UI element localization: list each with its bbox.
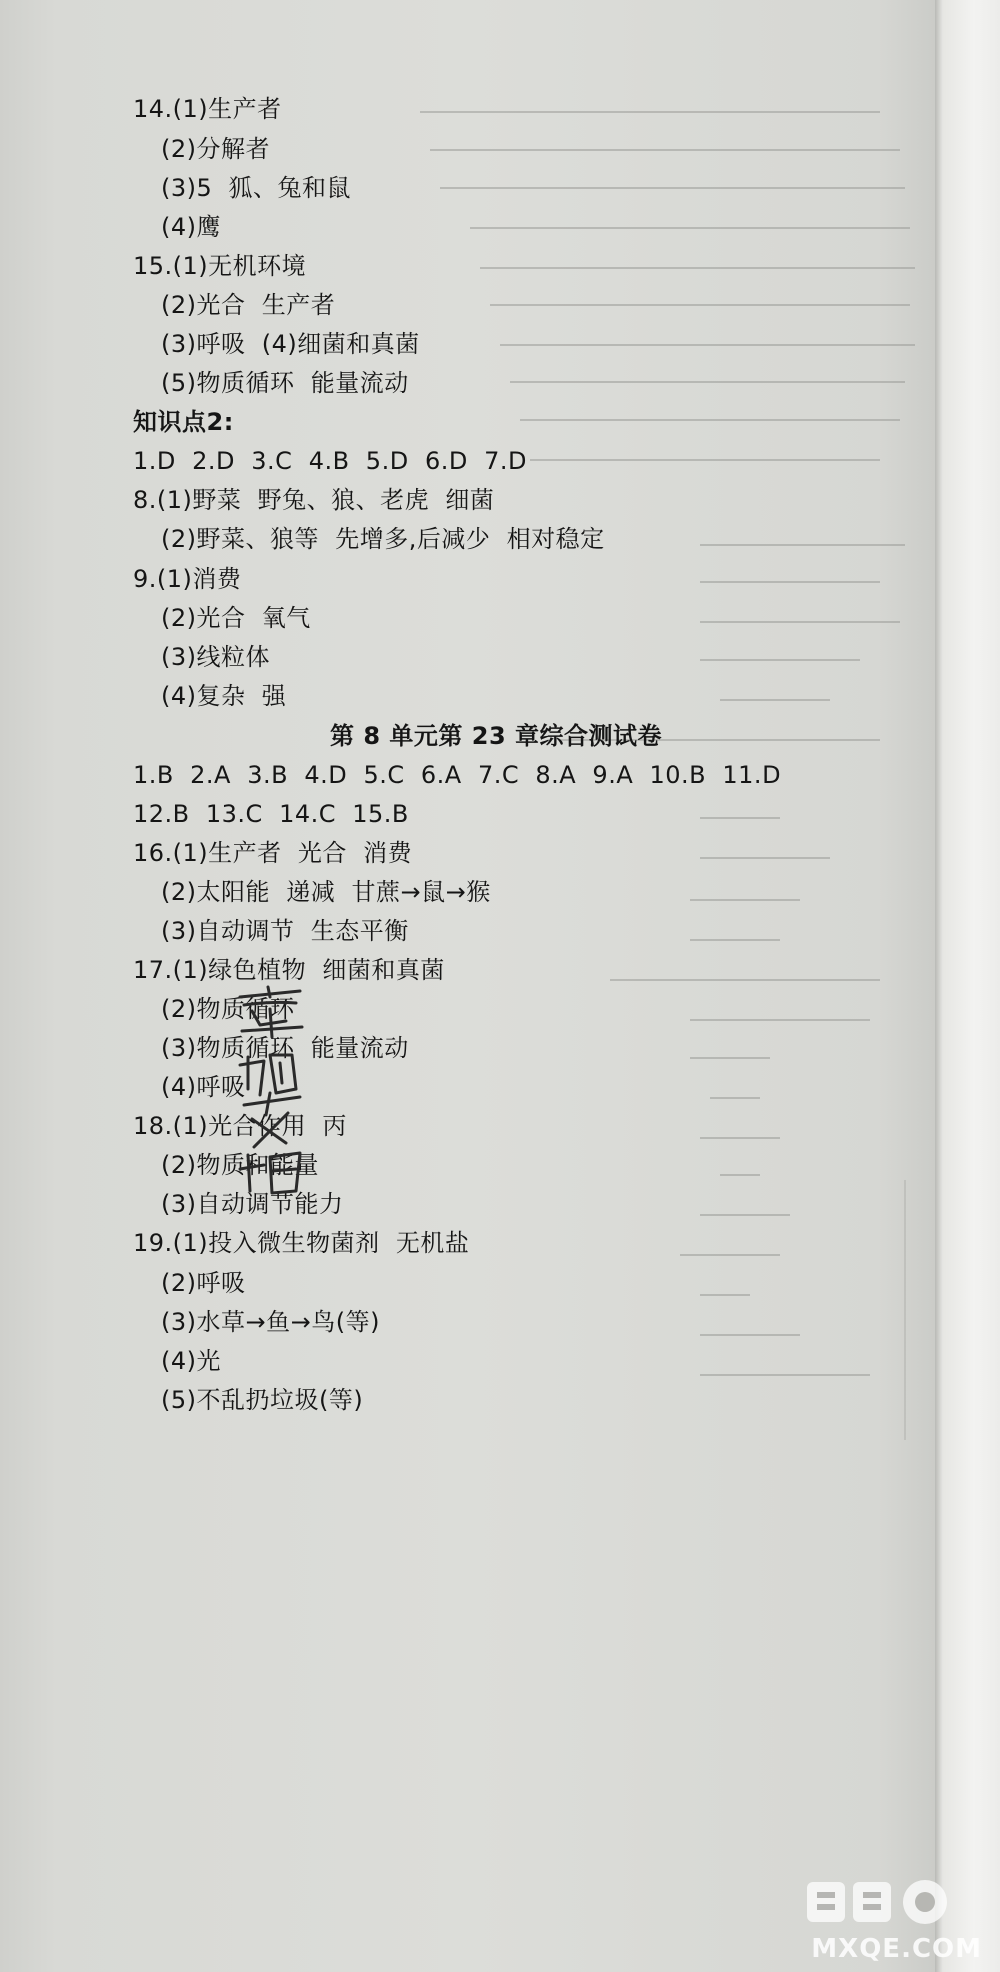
answer-line: 18.(1)光合作用 丙	[133, 1112, 347, 1140]
answer-line: (3)呼吸 (4)细菌和真菌	[161, 330, 420, 358]
answer-line: (5)物质循环 能量流动	[161, 369, 409, 397]
answer-line: 16.(1)生产者 光合 消费	[133, 839, 413, 867]
answer-line: (3)水草→鱼→鸟(等)	[161, 1308, 380, 1336]
answer-line: 19.(1)投入微生物菌剂 无机盐	[133, 1229, 470, 1257]
answer-line: (4)光	[161, 1347, 221, 1375]
test-title: 第 8 单元第 23 章综合测试卷	[330, 722, 663, 750]
answer-line: (2)物质和能量	[161, 1151, 319, 1179]
answer-line: (3)5 狐、兔和鼠	[161, 174, 352, 202]
answer-line: 15.(1)无机环境	[133, 252, 307, 280]
answer-line: 8.(1)野菜 野兔、狼、老虎 细菌	[133, 486, 495, 514]
answer-line: (3)自动调节 生态平衡	[161, 917, 409, 945]
answer-line: (2)野菜、狼等 先增多,后减少 相对稳定	[161, 525, 605, 553]
answer-line: (2)光合 氧气	[161, 604, 311, 632]
answer-line: (3)自动调节能力	[161, 1190, 344, 1218]
answer-line: 14.(1)生产者	[133, 95, 282, 123]
answer-line: (4)呼吸	[161, 1073, 246, 1101]
answer-line: (2)光合 生产者	[161, 291, 336, 319]
answer-line: (3)物质循环 能量流动	[161, 1034, 409, 1062]
answer-line: 1.D 2.D 3.C 4.B 5.D 6.D 7.D	[133, 447, 527, 475]
answer-line: (5)不乱扔垃圾(等)	[161, 1386, 364, 1414]
answer-line: (2)呼吸	[161, 1269, 246, 1297]
answer-line: 1.B 2.A 3.B 4.D 5.C 6.A 7.C 8.A 9.A 10.B 11.D	[133, 761, 782, 789]
answer-line: (4)鹰	[161, 213, 221, 241]
watermark-text: MXQE.COM	[811, 1934, 982, 1964]
answer-line: (3)线粒体	[161, 643, 270, 671]
answer-line: (2)物质循环	[161, 995, 295, 1023]
answer-line: (4)复杂 强	[161, 682, 287, 710]
answer-line: 9.(1)消费	[133, 565, 242, 593]
answer-line: 12.B 13.C 14.C 15.B	[133, 800, 409, 828]
page-edge	[935, 0, 1000, 1972]
answer-line: (2)分解者	[161, 135, 270, 163]
section-heading: 知识点2:	[133, 408, 234, 436]
answer-line: 17.(1)绿色植物 细菌和真菌	[133, 956, 445, 984]
answer-line: (2)太阳能 递减 甘蔗→鼠→猴	[161, 878, 491, 906]
